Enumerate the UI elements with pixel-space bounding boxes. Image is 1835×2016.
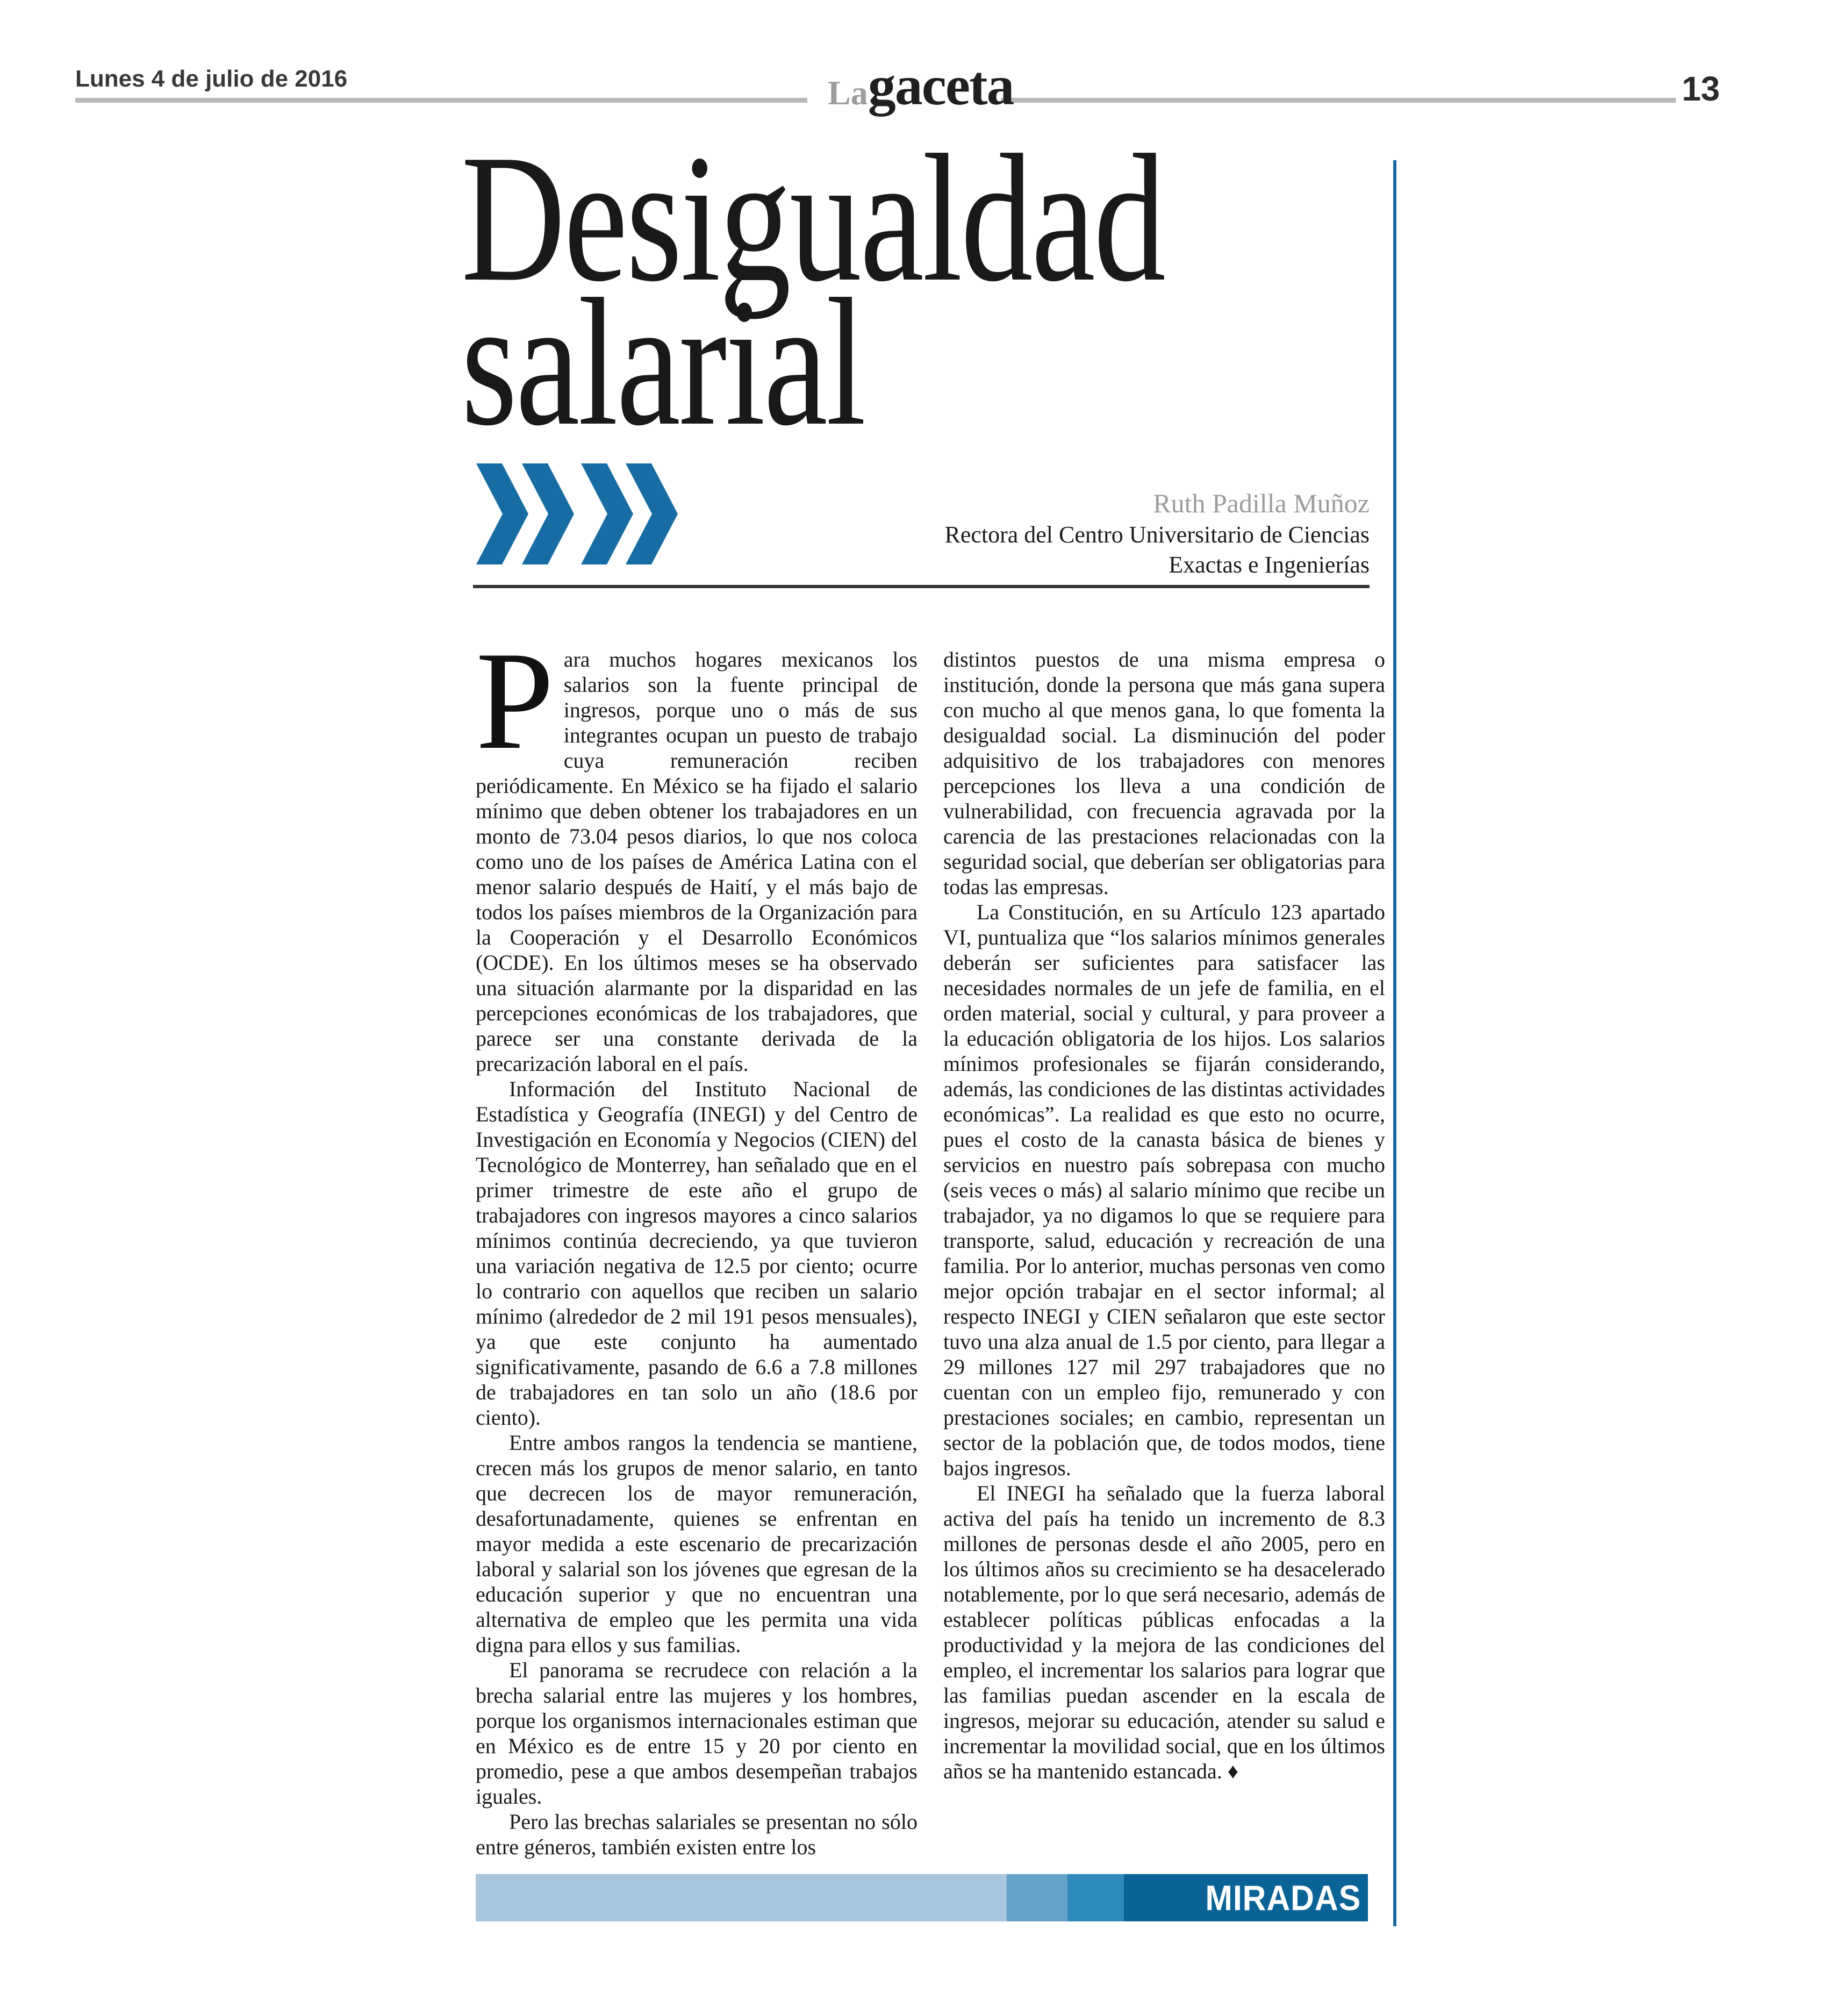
paragraph: distintos puestos de una misma empresa o institución, donde la persona que más gana supera con mucho al que menos gana, lo que fomenta la desigualdad social. La disminución del poder adquisitivo de los trabajadores con menores percepciones los lleva a una condición de vulnerabilidad, con frecuencia agravada por la carencia de las prestaciones relacionadas con la seguridad social, que deberían ser obligatorias para todas las empresas. <box>943 647 1385 899</box>
article-title-line2: salarial <box>461 261 865 463</box>
masthead <box>828 54 1014 118</box>
paragraph: Información del Instituto Nacional de Estadística y Geografía (INEGI) y del Centro de Investigación en Economía y Negocios (CIEN) del Tecnológico de Monterrey, han señalado que en el primer trimestre de este año el grupo de trabajadores con ingresos mayores a cinco salarios mínimos continúa decreciendo, ya que tuvieron una variación negativa de 12.5 por ciento; ocurre lo contrario con aquellos que reciben un salario mínimo (alrededor de 2 mil 191 pesos mensuales), ya que este conjunto ha aumentado significativamente, pasando de 6.6 a 7.8 millones de trabajadores en tan solo un año (18.6 por ciento). <box>476 1077 917 1429</box>
column-right <box>943 647 1385 1860</box>
paragraph <box>476 623 917 1076</box>
paragraph: El INEGI ha señalado que la fuerza laboral activa del país ha tenido un incremento de 8.3 millones de personas desde el año 2005, pero en los últimos años su crecimiento se ha desacelerado notablemente, por lo que será necesario, además de establecer políticas públicas enfocadas a la productividad y la mejora de las condiciones del empleo, el incrementar los salarios para lograr que las familias puedan ascender en la escala de ingresos, mejorar su educación, atender su salud e incrementar la movilidad social, que en los últimos años se ha mantenido estancada. ♦ <box>943 1481 1385 1783</box>
section-bar <box>476 1874 1368 1921</box>
byline-divider-rule <box>473 585 1370 588</box>
paragraph: La Constitución, en su Artículo 123 apartado VI, puntualiza que “los salarios mínimos generales deberán ser suficientes para satisfacer las necesidades normales de un jefe de familia, en el orden material, social y cultural, y para proveer a la educación obligatoria de los hijos. Los salarios mínimos profesionales se fijarán considerando, además, las condiciones de las distintas actividades económicas”. La realidad es que esto no ocurre, pues el costo de la canasta básica de bienes y servicios en nuestro país sobrepasa con mucho (seis veces o más) al salario mínimo que recibe un trabajador, ya no digamos lo que se requiere para transporte, salud, educación y recreación de una familia. Por lo anterior, muchas personas ven como mejor opción trabajar en el sector informal; al respecto INEGI y CIEN señalaron que este sector tuvo una alza anual de 1.5 por ciento, para llegar a 29 millones 127 mil 297 trabajadores que no cuentan con un empleo fijo, remunerado y con prestaciones sociales; en cambio, representan un sector de la población que, de todos modos, tiene bajos ingresos. <box>943 900 1385 1480</box>
article-body <box>476 623 1385 1860</box>
masthead-gaceta: gaceta <box>868 55 1014 117</box>
drop-cap: P <box>476 623 554 778</box>
header-rule-left <box>75 98 807 103</box>
paragraph: Pero las brechas salariales se presentan no sólo entre géneros, también existen entre los <box>476 1810 917 1859</box>
section-bar-segment-bright <box>1067 1874 1124 1921</box>
section-label: MIRADAS <box>1205 1878 1361 1918</box>
paragraph-text: ara muchos hogares mexicanos los salarios son la fuente principal de ingresos, porque uno o más de sus integrantes ocupan un puesto de trabajo cuya remuneración reciben periódicamente. En México se ha fijado el salario mínimo que deben obtener los trabajadores en un monto de 73.04 pesos diarios, lo que nos coloca como uno de los países de América Latina con el menor salario después de Haití, y el más bajo de todos los países miembros de la Organización para la Cooperación y el Desarrollo Económicos (OCDE). En los últimos meses se ha observado una situación alarmante por la disparidad en las percepciones económicas de los trabajadores, que parece ser una constante derivada de la precarización laboral en el país. <box>476 647 917 1076</box>
header-rule-right <box>1001 98 1676 103</box>
section-bar-segment-medium <box>1007 1874 1067 1921</box>
section-bar-segment-light <box>476 1874 1007 1921</box>
chevrons-icon <box>476 463 680 564</box>
author-role-line2: Exactas e Ingenierías <box>1169 552 1370 578</box>
section-bar-segment-dark <box>1124 1874 1368 1921</box>
column-left <box>476 623 917 1860</box>
vertical-accent-rule <box>1393 160 1396 1926</box>
author-name: Ruth Padilla Muñoz <box>1153 488 1370 518</box>
author-role-line1: Rectora del Centro Universitario de Ciencias <box>944 521 1370 548</box>
byline <box>944 487 1370 580</box>
article-title-line1: Desigualdad <box>461 117 1164 319</box>
issue-date: Lunes 4 de julio de 2016 <box>75 66 348 92</box>
page-number: 13 <box>1681 69 1720 108</box>
paragraph: El panorama se recrudece con relación a la brecha salarial entre las mujeres y los hombres, porque los organismos internacionales estiman que en México es de entre 15 y 20 por ciento en promedio, pese a que ambos desempeñan trabajos iguales. <box>476 1658 917 1808</box>
paragraph: Entre ambos rangos la tendencia se mantiene, crecen más los grupos de menor salario, en tanto que decrecen los de mayor remuneración, desafortunadamente, quienes se enfrentan en mayor medida a este escenario de precarización laboral y salarial son los jóvenes que egresan de la educación superior y que no encuentran una alternativa de empleo que les permita una vida digna para ellos y sus familias. <box>476 1431 917 1657</box>
article-title <box>461 117 1164 463</box>
masthead-la: La <box>828 74 868 112</box>
